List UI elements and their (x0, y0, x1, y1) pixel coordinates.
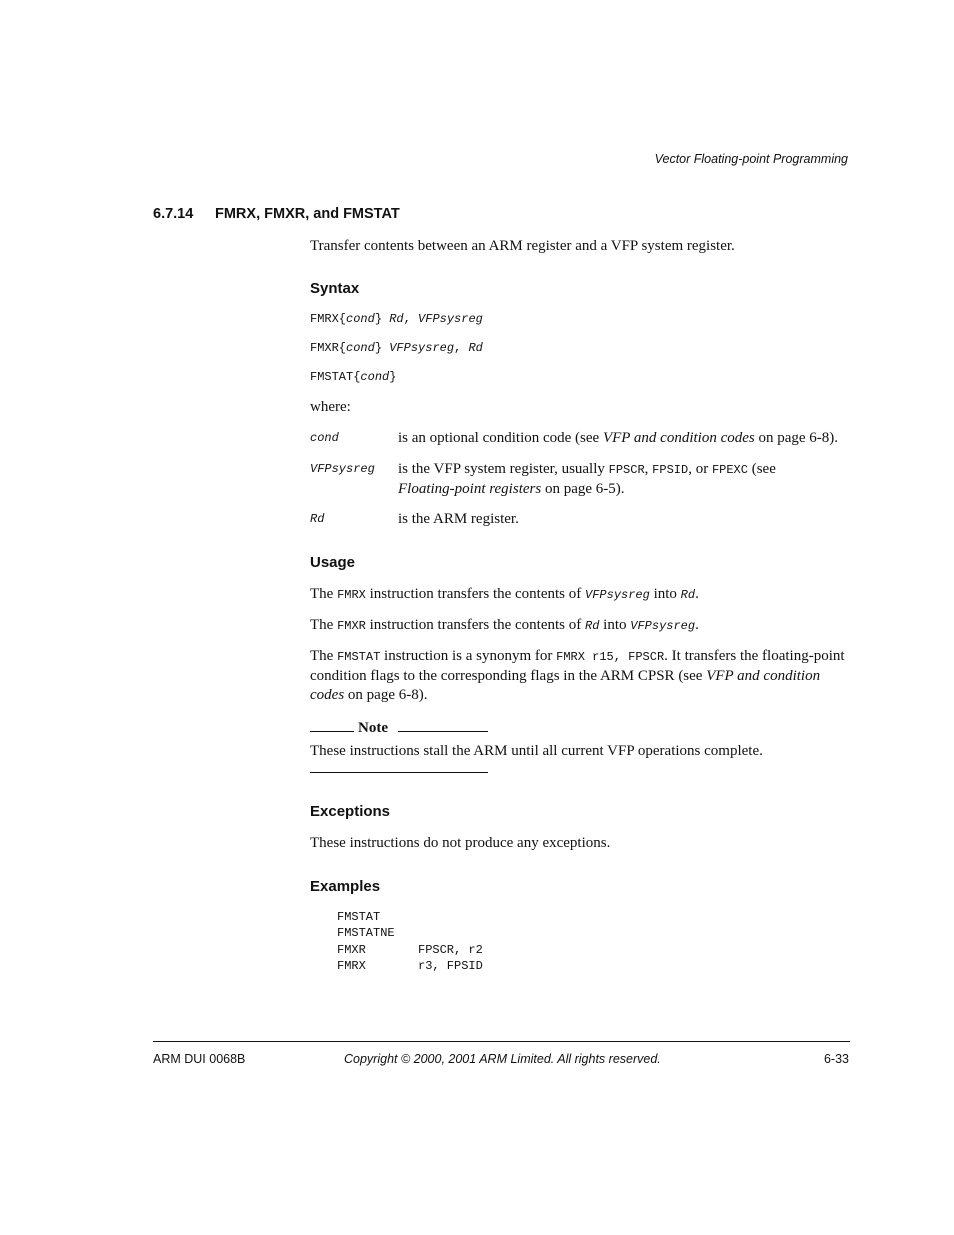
footer-page-number: 6-33 (823, 1052, 849, 1066)
syntax-heading: Syntax (310, 280, 360, 297)
section-title-text: FMRX, FMXR, and FMSTAT (215, 206, 400, 222)
param-term-rd: Rd (310, 512, 325, 526)
footer-rule (153, 1041, 850, 1042)
section-title (153, 206, 400, 222)
note-rule-left (310, 731, 354, 732)
syntax-line-fmrx: FMRX{cond} Rd, VFPsysreg (310, 312, 483, 326)
note-text: These instructions stall the ARM until all current VFP operations complete. (310, 743, 763, 759)
intro-text: Transfer contents between an ARM register and a VFP system register. (310, 238, 735, 254)
example-line: FMSTAT (337, 910, 381, 924)
param-desc-cond: is an optional condition code (see VFP and condition codes on page 6-8). (398, 430, 839, 446)
syntax-line-fmxr: FMXR{cond} VFPsysreg, Rd (310, 341, 483, 355)
usage-paragraph-fmrx: The FMRX instruction transfers the contents of VFPsysreg into Rd. (310, 586, 699, 602)
running-head: Vector Floating-point Programming (654, 152, 848, 166)
syntax-line-fmstat: FMSTAT{cond} (310, 370, 397, 384)
xref-link[interactable]: VFP and condition codes (310, 668, 821, 703)
param-desc-rd: is the ARM register. (398, 511, 519, 527)
usage-paragraph-fmxr: The FMXR instruction transfers the contents of Rd into VFPsysreg. (310, 617, 699, 633)
examples-heading: Examples (310, 878, 381, 895)
section-number: 6.7.14 (153, 206, 194, 222)
exceptions-heading: Exceptions (310, 803, 391, 820)
exceptions-text: These instructions do not produce any exceptions. (310, 835, 611, 851)
param-term-cond: cond (310, 431, 339, 445)
note-rule-right (398, 731, 488, 732)
usage-heading: Usage (310, 554, 356, 571)
usage-paragraph-fmstat: The FMSTAT instruction is a synonym for FMRX r15, FPSCR. It transfers the floating-point condition flags to the corresponding flags in the ARM CPSR (see VFP and condition codes on page 6-8). (310, 648, 845, 703)
note-label: Note (358, 720, 388, 736)
footer-copyright: Copyright © 2000, 2001 ARM Limited. All rights reserved. (344, 1052, 661, 1066)
xref-link[interactable]: VFP and condition codes (602, 430, 755, 446)
param-desc-vfpsysreg: is the VFP system register, usually FPSCR, FPSID, or FPEXC (see Floating-point registers on page 6-5). (398, 461, 776, 497)
example-line: FMRX r3, FPSID (337, 959, 483, 973)
where-label: where: (310, 399, 351, 415)
footer-doc-id: ARM DUI 0068B (153, 1052, 246, 1066)
xref-link[interactable]: Floating-point registers (398, 481, 542, 497)
example-line: FMSTATNE (337, 926, 395, 940)
note-rule-bottom (310, 772, 488, 773)
example-line: FMXR FPSCR, r2 (337, 943, 483, 957)
param-term-vfpsysreg: VFPsysreg (310, 462, 375, 476)
